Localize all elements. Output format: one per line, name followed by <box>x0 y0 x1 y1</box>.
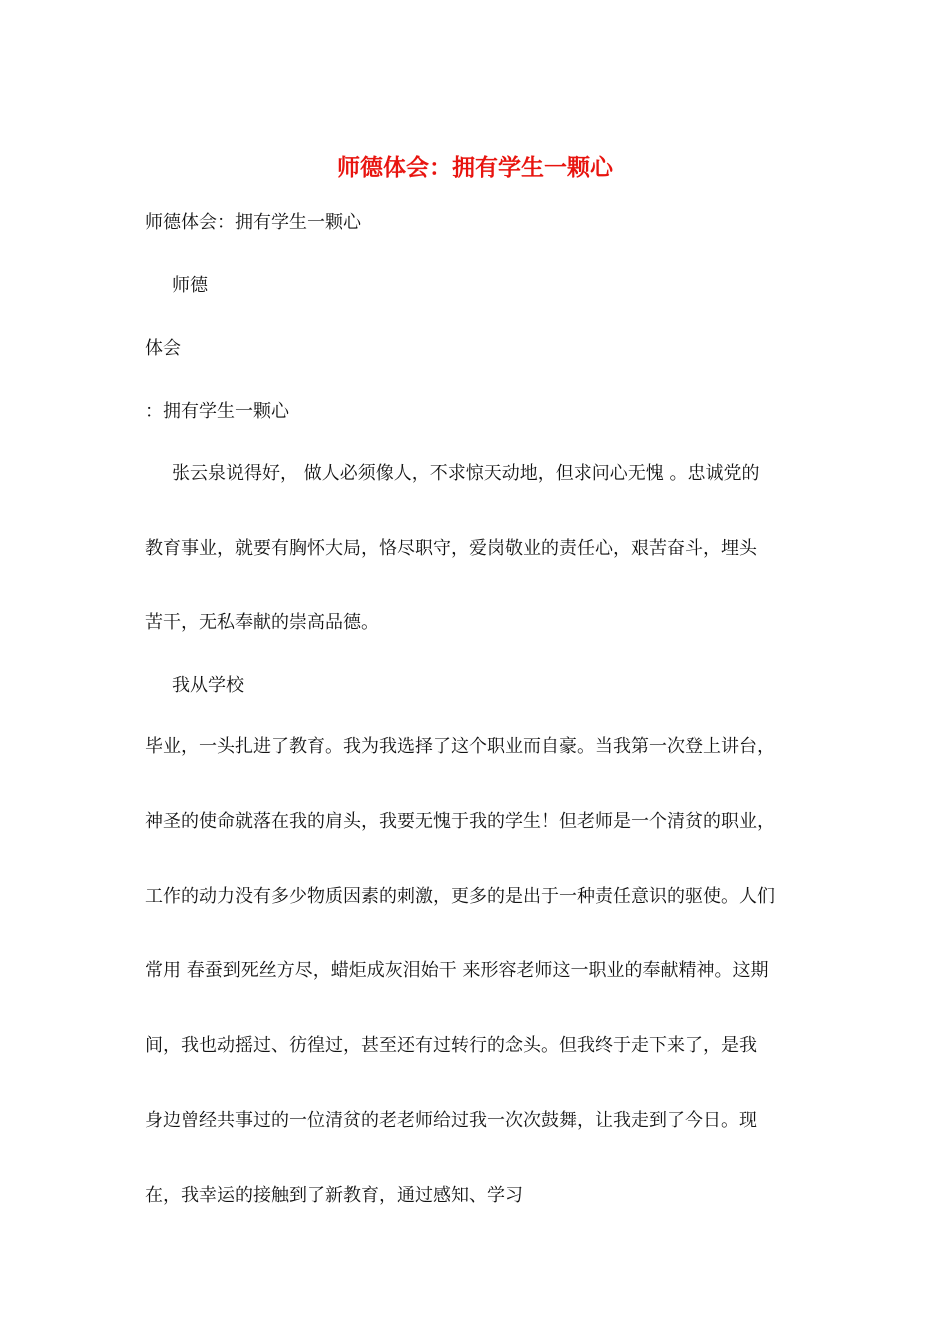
paragraph-line: 张云泉说得好， 做人必须像人，不求惊天动地，但求问心无愧 。忠诚党的 <box>172 463 760 484</box>
paragraph-line: 常用 春蚕到死丝方尽，蜡炬成灰泪始干 来形容老师这一职业的奉献精神。这期 <box>145 960 769 981</box>
paragraph-line: 身边曾经共事过的一位清贫的老老师给过我一次次鼓舞，让我走到了今日。现 <box>145 1110 757 1131</box>
text-line: 师德 <box>172 275 208 296</box>
text-line: ：拥有学生一颗心 <box>145 401 289 422</box>
paragraph-line: 工作的动力没有多少物质因素的刺激，更多的是出于一种责任意识的驱使。人们 <box>145 886 775 907</box>
subtitle-line: 师德体会：拥有学生一颗心 <box>145 212 361 233</box>
paragraph-line: 间，我也动摇过、彷徨过，甚至还有过转行的念头。但我终于走下来了，是我 <box>145 1035 757 1056</box>
text-line: 体会 <box>145 338 181 359</box>
paragraph-line: 我从学校 <box>172 675 244 696</box>
paragraph-line: 苦干，无私奉献的崇高品德。 <box>145 612 379 633</box>
paragraph-line: 教育事业，就要有胸怀大局，恪尽职守，爱岗敬业的责任心，艰苦奋斗，埋头 <box>145 538 757 559</box>
document-title: 师德体会：拥有学生一颗心 <box>337 155 613 181</box>
paragraph-line: 毕业，一头扎进了教育。我为我选择了这个职业而自豪。当我第一次登上讲台， <box>145 736 775 757</box>
paragraph-line: 在，我幸运的接触到了新教育，通过感知、学习 <box>145 1185 523 1206</box>
paragraph-line: 神圣的使命就落在我的肩头，我要无愧于我的学生！但老师是一个清贫的职业， <box>145 811 775 832</box>
